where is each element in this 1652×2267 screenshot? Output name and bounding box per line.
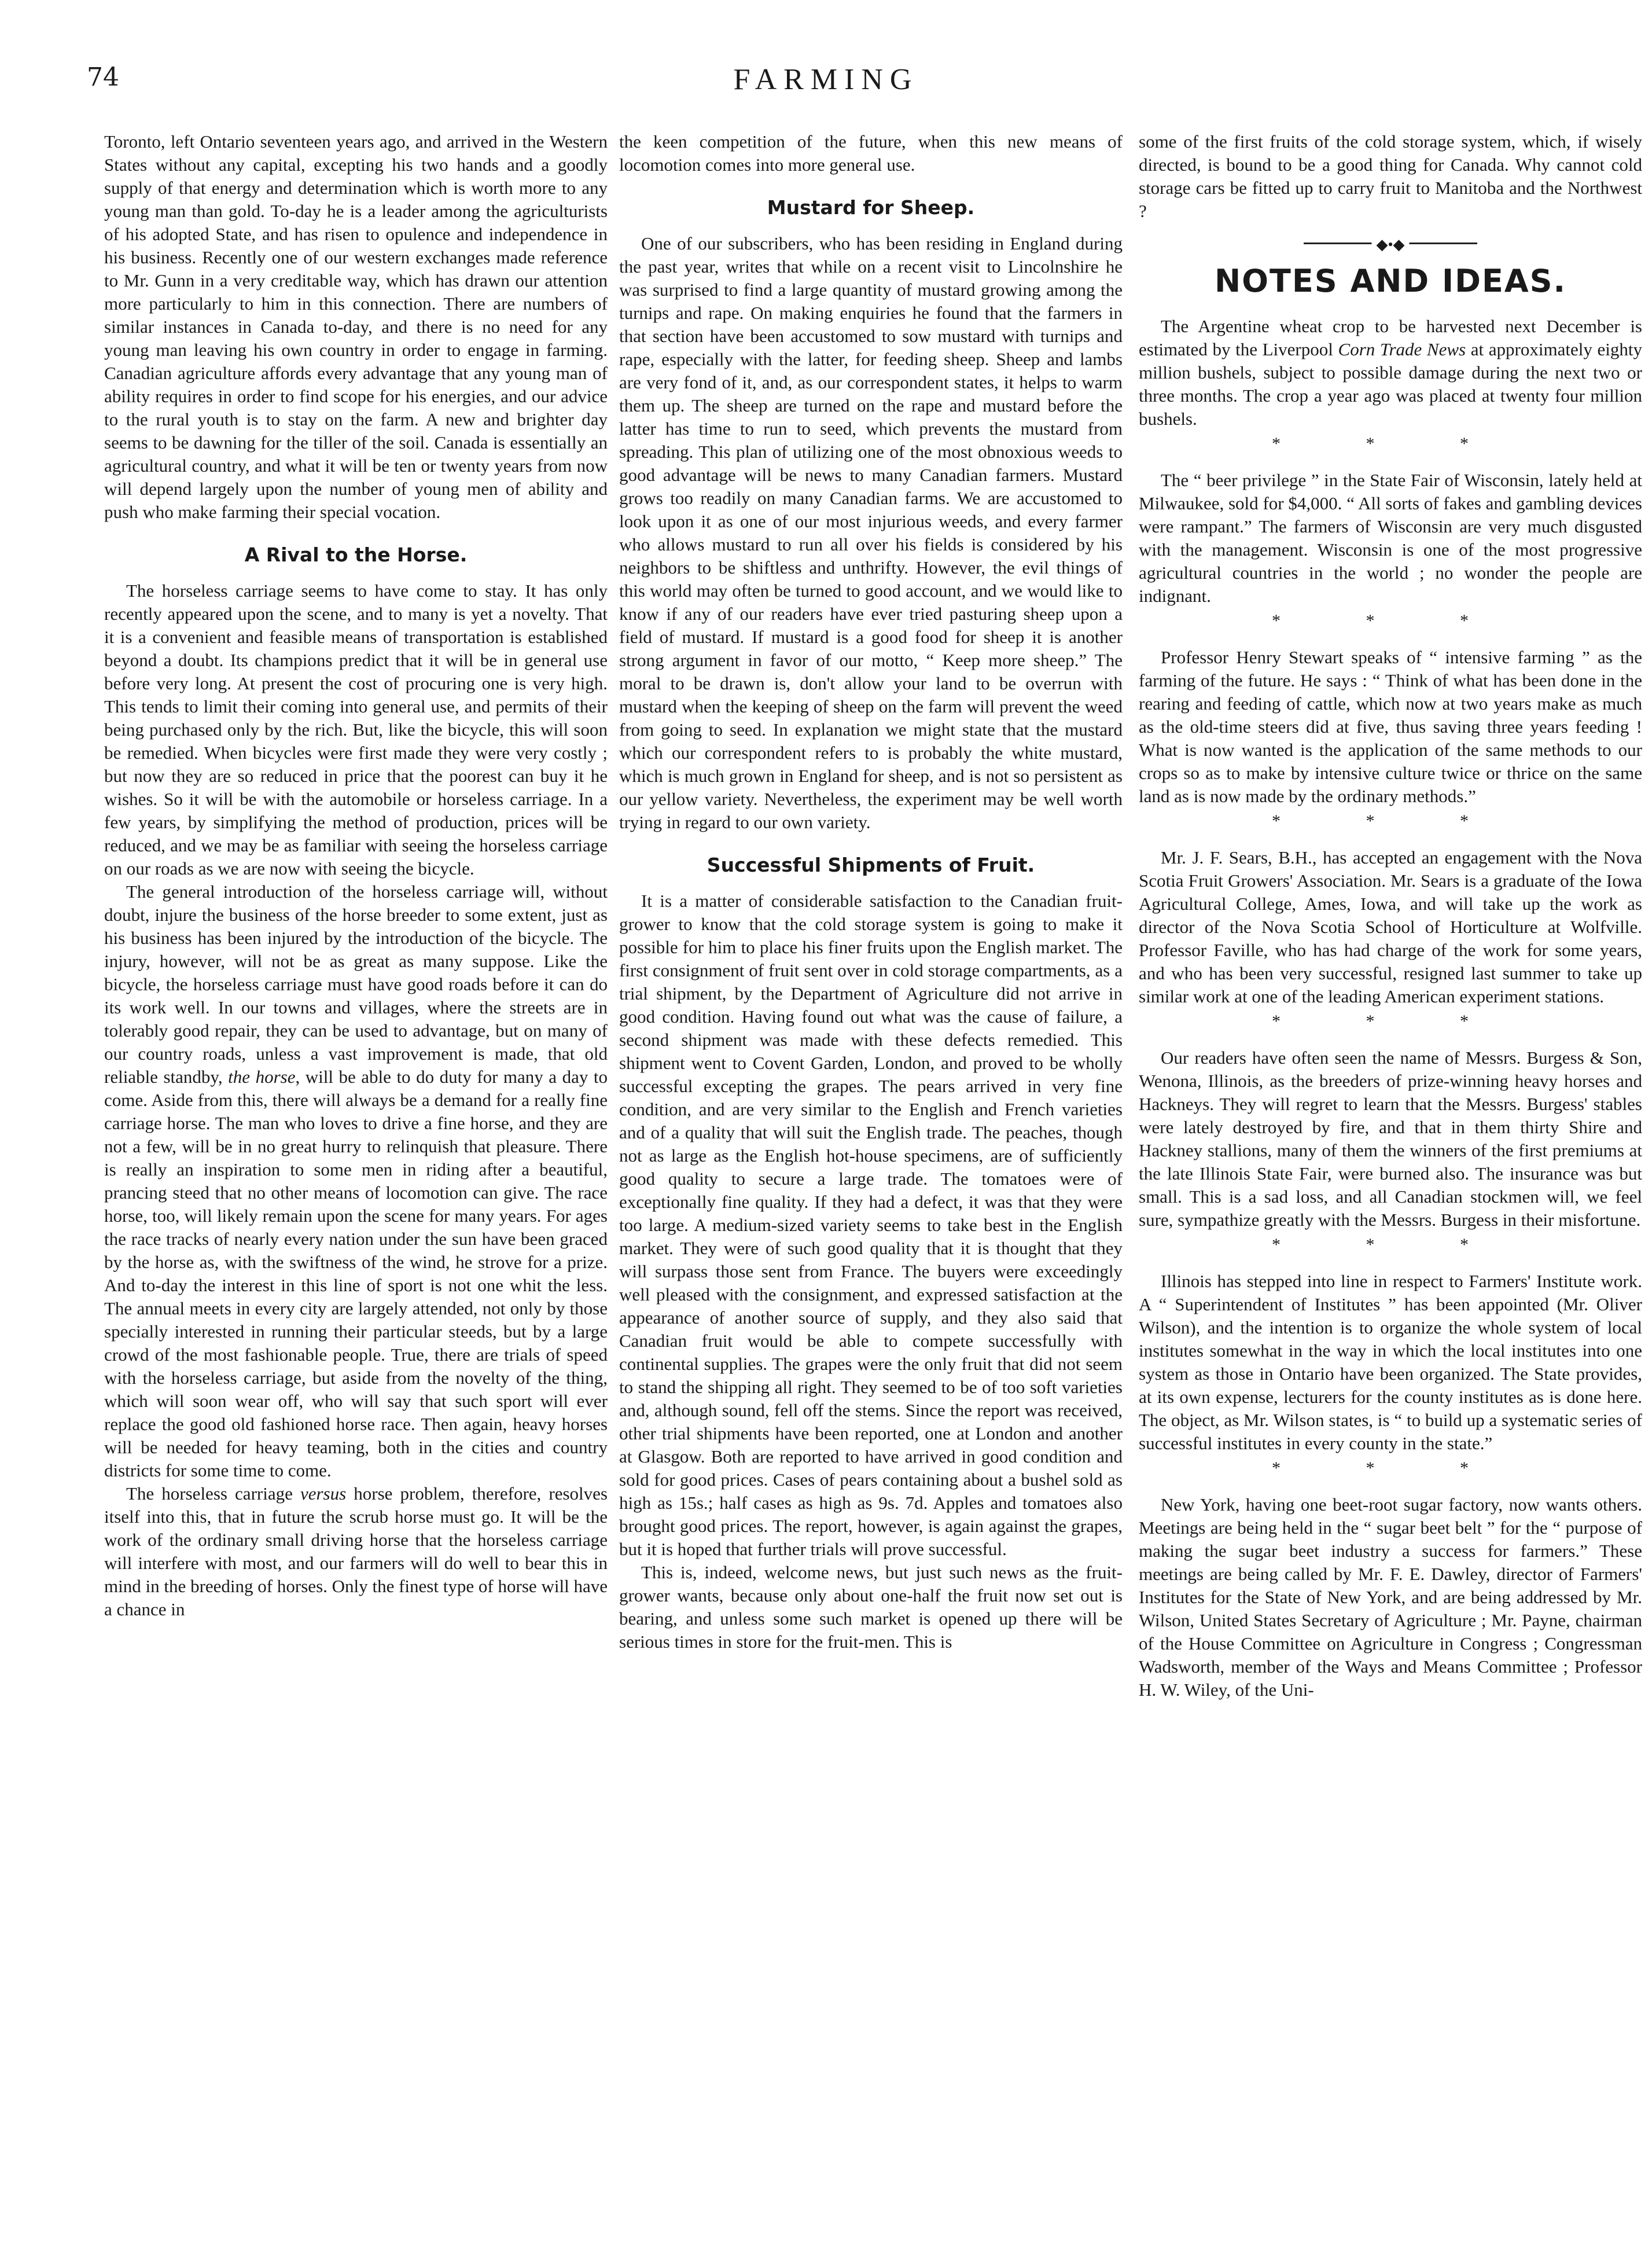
- paragraph: Our readers have often seen the name of Messrs. Burgess & Son, Wenona, Illinois, as the breeders of prize-winning heavy horses and Hackneys. They will regret to learn that the Messrs. Burgess' stables were lately destroyed by fire, and that in them thirty Shire and Hackney stallions, many of them the winners of the first premiums at the late Illinois State Fair, were burned also. The insurance was but small. This is a sad loss, and all Canadian stockmen will, we feel sure, sympathize greatly with the Messrs. Burgess in their misfortune.: [1139, 1048, 1642, 1230]
- paragraph: the keen competition of the future, when this new means of locomotion comes into more general use.: [619, 131, 1123, 175]
- running-title: FARMING: [733, 63, 919, 96]
- paragraph: [104, 1482, 608, 1621]
- paragraph: One of our subscribers, who has been residing in England during the past year, writes that while on a recent visit to Lincolnshire he was surprised to find a large quantity of mustard growing among the turnips and rape. On making enquiries he found that the farmers in that section have been accustomed to sow mustard with turnips and rape, especially with the latter, for feeding sheep. Sheep and lambs are very fond of it, and, as our correspondent states, it helps to warm them up. The sheep are turned on the rape and mustard before the latter has time to run to seed, which prevents the mustard from spreading. This plan of utilizing one of the most obnoxious weeds to good advantage will be news to many Canadian farmers. Mustard grows too readily on many Canadian farms. We are accustomed to look upon it as one of our most injurious weeds, and every farmer who allows mustard to run all over his fields is considered by his neighbors to be shiftless and unthrifty. However, the evil things of this world may often be turned to good account, and we would like to know if any of our readers have ever tried pasturing sheep upon a field of mustard. If mustard is a good food for sheep it is another strong argument in favor of our motto, “ Keep more sheep.” The moral to be drawn is, don't allow your land to be overrun with mustard when the keeping of sheep on the farm will prevent the weed from going to seed. In explanation we might state that the mustard which our correspondent refers to is probably the white mustard, which is much grown in England for sheep, and is not so persistent as our yellow variety. Nevertheless, the experiment may be well worth trying in regard to our own variety.: [619, 233, 1123, 832]
- column-left: [104, 130, 608, 1621]
- section-heading-mustard-sheep: Mustard for Sheep.: [767, 196, 975, 219]
- separator-stars: * * *: [1272, 434, 1509, 453]
- paragraph: Toronto, left Ontario seventeen years ago, and arrived in the Western States without any capital, excepting his two hands and a goodly supply of that energy and determination which is worth more to any young man than gold. To-day he is a leader among the agriculturists of his adopted State, and has risen to opulence and independence in his business. Recently one of our western exchanges made reference to Mr. Gunn in a very creditable way, which has drawn our attention more particularly to him in this connection. There are numbers of similar instances in Canada to-day, and there is no need for any young man leaving his own country in order to engage in farming. Canadian agriculture affords every advantage that any young man of ability requires in order to find scope for his energies, and our advice to the rural youth is to stay on the farm. A new and brighter day seems to be dawning for the tiller of the soil. Canada is essentially an agricultural country, and what it will be ten or twenty years from now will depend largely upon the number of young men of ability and push who make farming their special vocation.: [104, 131, 608, 522]
- italic-text: Corn Trade News: [1338, 339, 1466, 359]
- separator-stars: * * *: [1272, 1235, 1509, 1254]
- italic-text: the horse: [228, 1067, 296, 1087]
- paragraph: New York, having one beet-root sugar factory, now wants others. Meetings are being held in the “ sugar beet belt ” for the “ purpose of making the sugar beet industry a success for farmers.” These meetings are being called by Mr. F. E. Dawley, director of Farmers' Institutes for the State of New York, and are being addressed by Mr. Wilson, United States Secretary of Agriculture ; Mr. Payne, chairman of the House Committee on Agriculture in Congress ; Congressman Wadsworth, member of the Ways and Means Committee ; Professor H. W. Wiley, of the Uni-: [1139, 1494, 1642, 1700]
- italic-text: versus: [300, 1483, 347, 1504]
- text-run: , will be able to do duty for many a day to come. Aside from this, there will always be a demand for a really fine carriage horse. The man who loves to drive a fine horse, and they are not a few, will be in no great hurry to relinquish that pleasure. There is really an inspiration to some men in riding after a beautiful, prancing steed that no other means of locomotion can give. The race horse, too, will likely remain upon the scene for many years. For ages the race tracks of nearly every nation under the sun have been graced by the horse as, with the swiftness of the wind, he strove for a prize. And to-day the interest in this line of sport is not one whit the less. The annual meets in every city are largely attended, not only by those specially interested in running their particular steeds, but by a large crowd of the most fashionable people. True, there are trials of speed with the horseless carriage, but aside from the novelty of the thing, which will soon wear off, who will say that such sport will ever replace the good old fashioned horse race. Then again, heavy horses will be needed for heavy teaming, both in the cities and country districts for some time to come.: [104, 1067, 608, 1480]
- separator-stars: * * *: [1272, 811, 1509, 831]
- rule-ornament: ◆•◆: [1371, 233, 1409, 256]
- section-heading-notes-ideas: NOTES AND IDEAS.: [1214, 263, 1567, 299]
- column-middle: [619, 130, 1123, 1654]
- paragraph: Mr. J. F. Sears, B.H., has accepted an engagement with the Nova Scotia Fruit Growers' Association. Mr. Sears is a graduate of the Iowa Agricultural College, Ames, Iowa, and will take up the work as director of the Nova Scotia School of Horticulture at Wolfville. Professor Faville, who has had charge of the work for some years, and who has been very successful, resigned last summer to take up similar work at one of the leading American experiment stations.: [1139, 847, 1642, 1006]
- separator-stars: * * *: [1272, 1012, 1509, 1031]
- text-run: The Argentine wheat crop to be harvested next December is estimated by the Liverpool: [1139, 316, 1642, 359]
- text-run: at approximately eighty million bushels, subject to possible damage during the next two or three months. The crop a year ago was placed at twenty four million bushels.: [1139, 339, 1642, 429]
- separator-stars: * * *: [1272, 611, 1509, 630]
- column-right: [1139, 130, 1642, 1702]
- text-run: The general introduction of the horseless carriage will, without doubt, injure the business of the horse breeder to some extent, just as his business has been injured by the introduction of the bicycle. The injury, however, will not be as great as many suppose. Like the bicycle, the horseless carriage must have good roads before it can do its work well. In our towns and villages, where the streets are in tolerably good repair, they can be used to advantage, but on many of our country roads, unless a vast improvement is made, that old reliable standby,: [104, 881, 608, 1087]
- page-number: 74: [87, 63, 119, 92]
- paragraph: This is, indeed, welcome news, but just such news as the fruit-grower wants, because only about one-half the fruit now set out is bearing, and unless some such market is opened up there will be serious times in store for the fruit-men. This is: [619, 1562, 1123, 1652]
- text-run: horse problem, therefore, resolves itself into this, that in future the scrub horse must go. It will be the work of the ordinary small driving horse that the horseless carriage will interfere with most, and our farmers will do well to bear this in mind in the breeding of horses. Only the finest type of horse will have a chance in: [104, 1483, 608, 1619]
- section-heading-fruit-shipments: Successful Shipments of Fruit.: [707, 854, 1035, 876]
- paragraph: Illinois has stepped into line in respect to Farmers' Institute work. A “ Superintendent of Institutes ” has been appointed (Mr. Oliver Wilson), and the intention is to organize the whole system of local institutes somewhat in the way in which the local institutes into one system as those in Ontario have been organized. The State provides, at its own expense, lecturers for the county institutes as is done here. The object, as Mr. Wilson states, is “ to build up a systematic series of successful institutes in every county in the state.”: [1139, 1271, 1642, 1453]
- paragraph: The horseless carriage seems to have come to stay. It has only recently appeared upon the scene, and to many is yet a novelty. That it is a convenient and feasible means of transportation is established beyond a doubt. Its champions predict that it will be in general use before very long. At present the cost of procuring one is very high. This tends to limit their coming into general use, and permits of their being purchased only by the rich. But, like the bicycle, this will soon be remedied. When bicycles were first made they were very costly ; but now they are so reduced in price that the poorest can buy it he wishes. So it will be with the automobile or horseless carriage. In a few years, by simplifying the method of production, prices will be reduced, and we may be as familiar with seeing the horseless carriage on our roads as we are now with seeing the bicycle.: [104, 580, 608, 879]
- paragraph: The “ beer privilege ” in the State Fair of Wisconsin, lately held at Milwaukee, sold for $4,000. “ All sorts of fakes and gambling devices were rampant.” The farmers of Wisconsin are very much disgusted with the management. Wisconsin is one of the most progressive agricultural countries in the world ; no wonder the people are indignant.: [1139, 470, 1642, 606]
- paragraph: some of the first fruits of the cold storage system, which, if wisely directed, is bound to be a good thing for Canada. Why cannot cold storage cars be fitted up to carry fruit to Manitoba and the Northwest ?: [1139, 131, 1642, 221]
- paragraph: [104, 880, 608, 1482]
- paragraph: [1139, 315, 1642, 431]
- ornamental-rule: [1304, 236, 1477, 253]
- paragraph: Professor Henry Stewart speaks of “ intensive farming ” as the farming of the future. He says : “ Think of what has been done in the rearing and feeding of cattle, which now at two years make as much as the old-time steers did at five, thus saving three years feeding ! What is now wanted is the application of the same methods to our crops so as to make by intensive culture twice or thrice on the same land as is now made by the ordinary methods.”: [1139, 647, 1642, 806]
- section-heading-rival-horse: A Rival to the Horse.: [244, 543, 468, 566]
- text-run: The horseless carriage: [126, 1483, 300, 1504]
- paragraph: It is a matter of considerable satisfaction to the Canadian fruit-grower to know that the cold storage system is going to make it possible for him to place his finer fruits upon the English market. The first consignment of fruit sent over in cold storage compartments, as a trial shipment, by the Department of Agriculture did not arrive in good condition. Having found out what was the cause of failure, a second shipment was made with these defects remedied. This shipment went to Covent Garden, London, and proved to be wholly successful excepting the grapes. The pears arrived in very fine condition, and are very similar to the English and French varieties and of a quality that will suit the English trade. The peaches, though not as large as the English hot-house specimens, are of sufficiently good quality to secure a large trade. The tomatoes were of exceptionally fine quality. If they had a defect, it was that they were too large. A medium-sized variety seems to take best in the English market. They were of such good quality that it is thought that they will surpass those sent from France. The buyers were exceedingly well pleased with the consignment, and expressed satisfaction at the appearance of another source of supply, and they also said that Canadian fruit would be able to compete successfully with continental supplies. The grapes were the only fruit that did not seem to stand the shipping all right. They seemed to be of too soft varieties and, although sound, fell off the stems. Since the report was received, other trial shipments have been reported, one at London and another at Glasgow. Both are reported to have arrived in good condition and sold for good prices. Cases of pears containing about a bushel sold as high as 15s.; half cases as high as 9s. 7d. Apples and tomatoes also brought good prices. The report, however, is again against the grapes, but it is hoped that further trials will prove successful.: [619, 891, 1123, 1559]
- separator-stars: * * *: [1272, 1458, 1509, 1478]
